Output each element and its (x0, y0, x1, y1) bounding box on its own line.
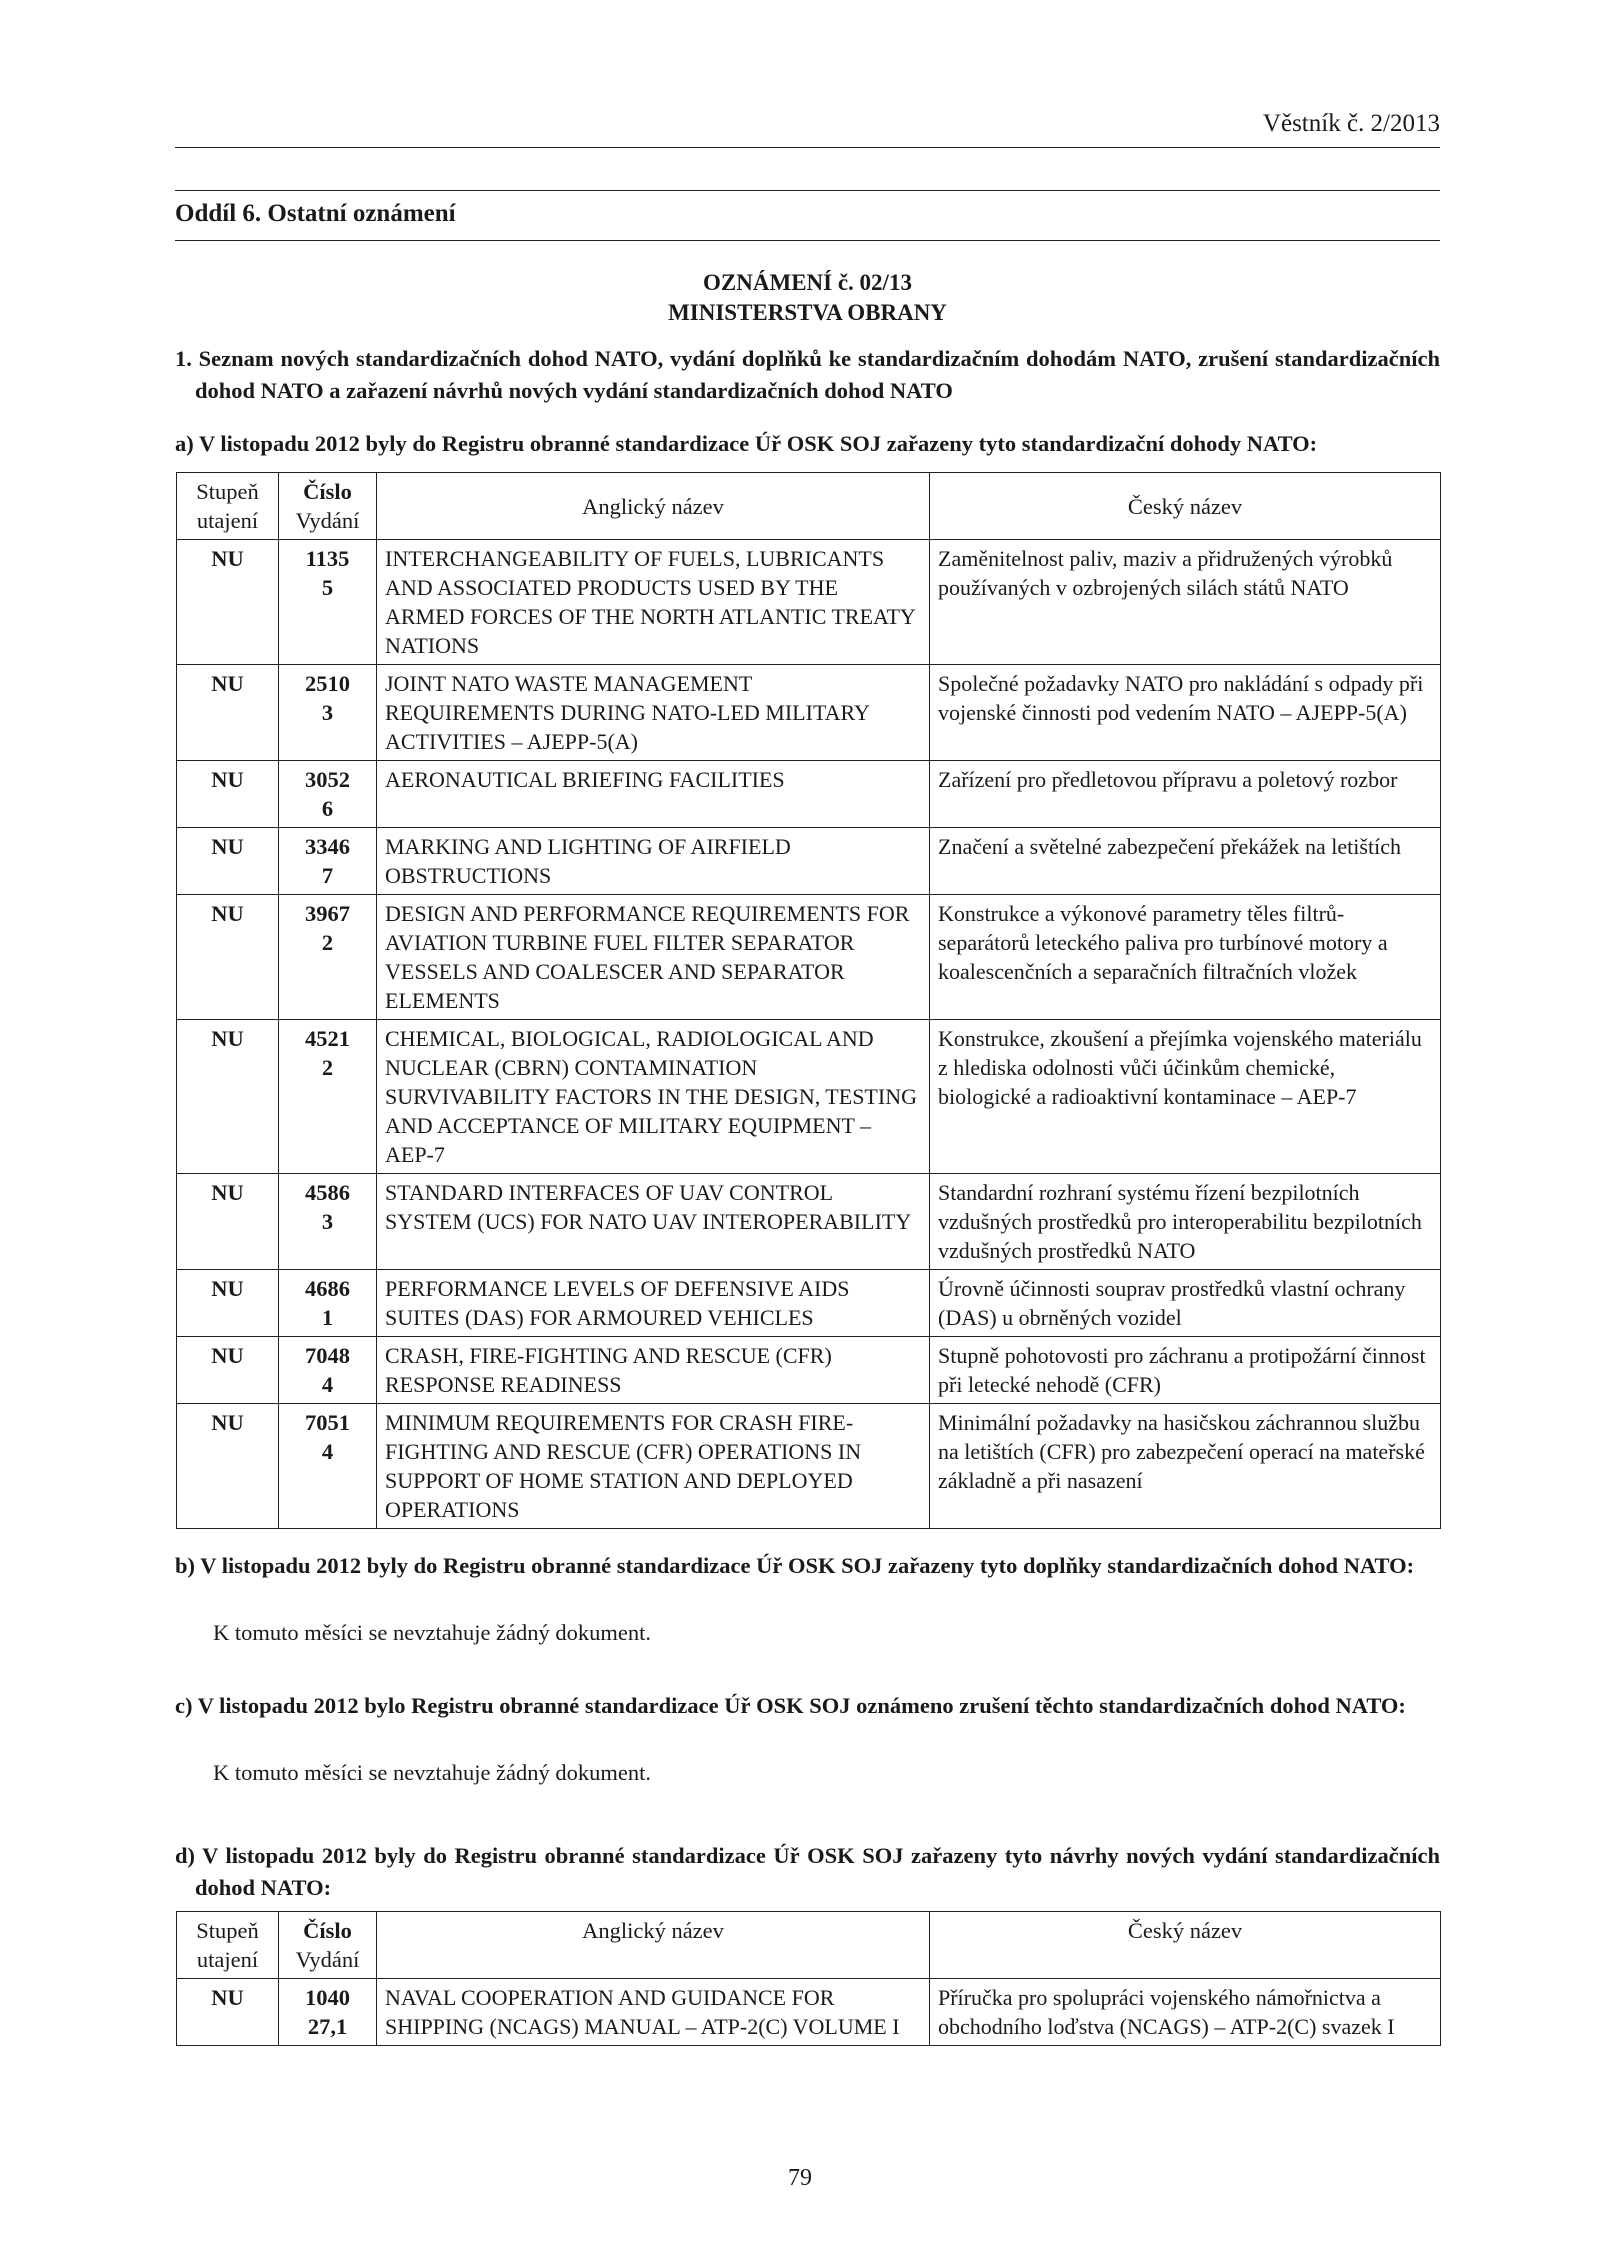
cell-english-title: STANDARD INTERFACES OF UAV CONTROL SYSTEM (UCS) FOR NATO UAV INTEROPERABILITY (377, 1174, 930, 1270)
col-header-english: Anglický název (377, 1912, 930, 1979)
part-c-heading (175, 1690, 1440, 1722)
cell-number: 7051 4 (279, 1404, 377, 1529)
cell-english-title: INTERCHANGEABILITY OF FUELS, LUBRICANTS AND ASSOCIATED PRODUCTS USED BY THE ARMED FORCES OF THE NORTH ATLANTIC TREATY NATIONS (377, 540, 930, 665)
cell-english-title: MINIMUM REQUIREMENTS FOR CRASH FIRE-FIGHTING AND RESCUE (CFR) OPERATIONS IN SUPPORT OF HOME STATION AND DEPLOYED OPERATIONS (377, 1404, 930, 1529)
cell-level: NU (177, 1979, 279, 2046)
cell-number: 3967 2 (279, 895, 377, 1020)
cell-level: NU (177, 1404, 279, 1529)
notice-subtitle: MINISTERSTVA OBRANY (668, 300, 947, 325)
col-header-czech: Český název (930, 473, 1441, 540)
cell-level: NU (177, 540, 279, 665)
cell-czech-title: Značení a světelné zabezpečení překážek na letištích (930, 828, 1441, 895)
col-header-number: Číslo Vydání (279, 1912, 377, 1979)
table-body-a (177, 540, 1441, 1529)
table-part-a (176, 472, 1441, 1529)
section-rule-bottom (175, 240, 1440, 241)
cell-czech-title: Příručka pro spolupráci vojenského námořnictva a obchodního loďstva (NCAGS) – ATP-2(C) svazek I (930, 1979, 1441, 2046)
cell-english-title: CHEMICAL, BIOLOGICAL, RADIOLOGICAL AND NUCLEAR (CBRN) CONTAMINATION SURVIVABILITY FACTORS IN THE DESIGN, TESTING AND ACCEPTANCE OF MILITARY EQUIPMENT – AEP-7 (377, 1020, 930, 1174)
table-header-row (177, 1912, 1441, 1979)
cell-english-title: MARKING AND LIGHTING OF AIRFIELD OBSTRUCTIONS (377, 828, 930, 895)
cell-number: 4586 3 (279, 1174, 377, 1270)
cell-czech-title: Standardní rozhraní systému řízení bezpilotních vzdušných prostředků pro interoperabilitu bezpilotních vzdušných prostředků NATO (930, 1174, 1441, 1270)
part-a-label: a) V listopadu 2012 byly do Registru obranné standardizace Úř OSK SOJ zařazeny tyto standardizační dohody NATO: (175, 431, 1318, 456)
part-b-heading (175, 1550, 1440, 1582)
cell-level: NU (177, 895, 279, 1020)
part-b-label: b) V listopadu 2012 byly do Registru obranné standardizace Úř OSK SOJ zařazeny tyto doplňky standardizačních dohod NATO: (175, 1553, 1415, 1578)
part-a-heading (175, 428, 1440, 460)
cell-czech-title: Stupně pohotovosti pro záchranu a protipožární činnost při letecké nehodě (CFR) (930, 1337, 1441, 1404)
table-row (177, 1404, 1441, 1529)
cell-czech-title: Úrovně účinnosti souprav prostředků vlastní ochrany (DAS) u obrněných vozidel (930, 1270, 1441, 1337)
col-header-level: Stupeň utajení (177, 473, 279, 540)
item-1-text (175, 343, 1440, 407)
table-row (177, 1979, 1441, 2046)
section-rule-top (175, 190, 1440, 191)
cell-number: 4521 2 (279, 1020, 377, 1174)
cell-czech-title: Konstrukce a výkonové parametry těles filtrů-separátorů leteckého paliva pro turbínové motory a koalescenčních a separačních filtračních vložek (930, 895, 1441, 1020)
cell-czech-title: Konstrukce, zkoušení a přejímka vojenského materiálu z hlediska odolnosti vůči účinkům chemické, biologické a radioaktivní kontaminace – AEP-7 (930, 1020, 1441, 1174)
table-row (177, 665, 1441, 761)
cell-english-title: JOINT NATO WASTE MANAGEMENT REQUIREMENTS DURING NATO-LED MILITARY ACTIVITIES – AJEPP-5(A) (377, 665, 930, 761)
cell-english-title: DESIGN AND PERFORMANCE REQUIREMENTS FOR AVIATION TURBINE FUEL FILTER SEPARATOR VESSELS AND COALESCER AND SEPARATOR ELEMENTS (377, 895, 930, 1020)
part-d-label: d) V listopadu 2012 byly do Registru obranné standardizace Úř OSK SOJ zařazeny tyto návrhy nových vydání standardizačních dohod NATO: (175, 1843, 1440, 1900)
table-row (177, 1337, 1441, 1404)
part-c-note: K tomuto měsíci se nevztahuje žádný dokument. (213, 1760, 652, 1785)
notice-title: OZNÁMENÍ č. 02/13 (703, 270, 912, 295)
table-row (177, 1174, 1441, 1270)
cell-number: 3346 7 (279, 828, 377, 895)
section-title: Oddíl 6. Ostatní oznámení (175, 200, 456, 227)
table-header-row (177, 473, 1441, 540)
cell-czech-title: Zaměnitelnost paliv, maziv a přidružených výrobků používaných v ozbrojených silách států NATO (930, 540, 1441, 665)
cell-level: NU (177, 1337, 279, 1404)
cell-english-title: NAVAL COOPERATION AND GUIDANCE FOR SHIPPING (NCAGS) MANUAL – ATP-2(C) VOLUME I (377, 1979, 930, 2046)
cell-number: 2510 3 (279, 665, 377, 761)
table-row (177, 761, 1441, 828)
cell-english-title: AERONAUTICAL BRIEFING FACILITIES (377, 761, 930, 828)
journal-issue: Věstník č. 2/2013 (1262, 110, 1440, 137)
cell-level: NU (177, 761, 279, 828)
part-c-label: c) V listopadu 2012 bylo Registru obranné standardizace Úř OSK SOJ oznámeno zrušení těchto standardizačních dohod NATO: (175, 1693, 1406, 1718)
cell-number: 1135 5 (279, 540, 377, 665)
cell-number: 4686 1 (279, 1270, 377, 1337)
part-d-heading (175, 1840, 1440, 1904)
table-part-d (176, 1911, 1441, 2046)
table-row (177, 1020, 1441, 1174)
col-header-english: Anglický název (377, 473, 930, 540)
col-header-level: Stupeň utajení (177, 1912, 279, 1979)
col-header-number: Číslo Vydání (279, 473, 377, 540)
cell-level: NU (177, 1270, 279, 1337)
cell-english-title: CRASH, FIRE-FIGHTING AND RESCUE (CFR) RESPONSE READINESS (377, 1337, 930, 1404)
cell-number: 1040 27,1 (279, 1979, 377, 2046)
table-row (177, 540, 1441, 665)
cell-czech-title: Minimální požadavky na hasičskou záchrannou službu na letištích (CFR) pro zabezpečení operací na mateřské základně a při nasazení (930, 1404, 1441, 1529)
cell-number: 7048 4 (279, 1337, 377, 1404)
item-1-label: 1. Seznam nových standardizačních dohod NATO, vydání doplňků ke standardizačním dohodám NATO, zrušení standardizačních dohod NATO a zařazení návrhů nových vydání standardizačních dohod NATO (175, 346, 1440, 403)
table-row (177, 828, 1441, 895)
cell-level: NU (177, 828, 279, 895)
page-number: 79 (788, 2165, 812, 2191)
cell-level: NU (177, 665, 279, 761)
cell-czech-title: Zařízení pro předletovou přípravu a poletový rozbor (930, 761, 1441, 828)
table-body-d (177, 1979, 1441, 2046)
table-row (177, 895, 1441, 1020)
col-header-czech: Český název (930, 1912, 1441, 1979)
header-rule (175, 147, 1440, 148)
table-row (177, 1270, 1441, 1337)
cell-english-title: PERFORMANCE LEVELS OF DEFENSIVE AIDS SUITES (DAS) FOR ARMOURED VEHICLES (377, 1270, 930, 1337)
cell-number: 3052 6 (279, 761, 377, 828)
cell-level: NU (177, 1174, 279, 1270)
cell-czech-title: Společné požadavky NATO pro nakládání s odpady při vojenské činnosti pod vedením NATO – AJEPP-5(A) (930, 665, 1441, 761)
cell-level: NU (177, 1020, 279, 1174)
part-b-note: K tomuto měsíci se nevztahuje žádný dokument. (213, 1620, 652, 1645)
